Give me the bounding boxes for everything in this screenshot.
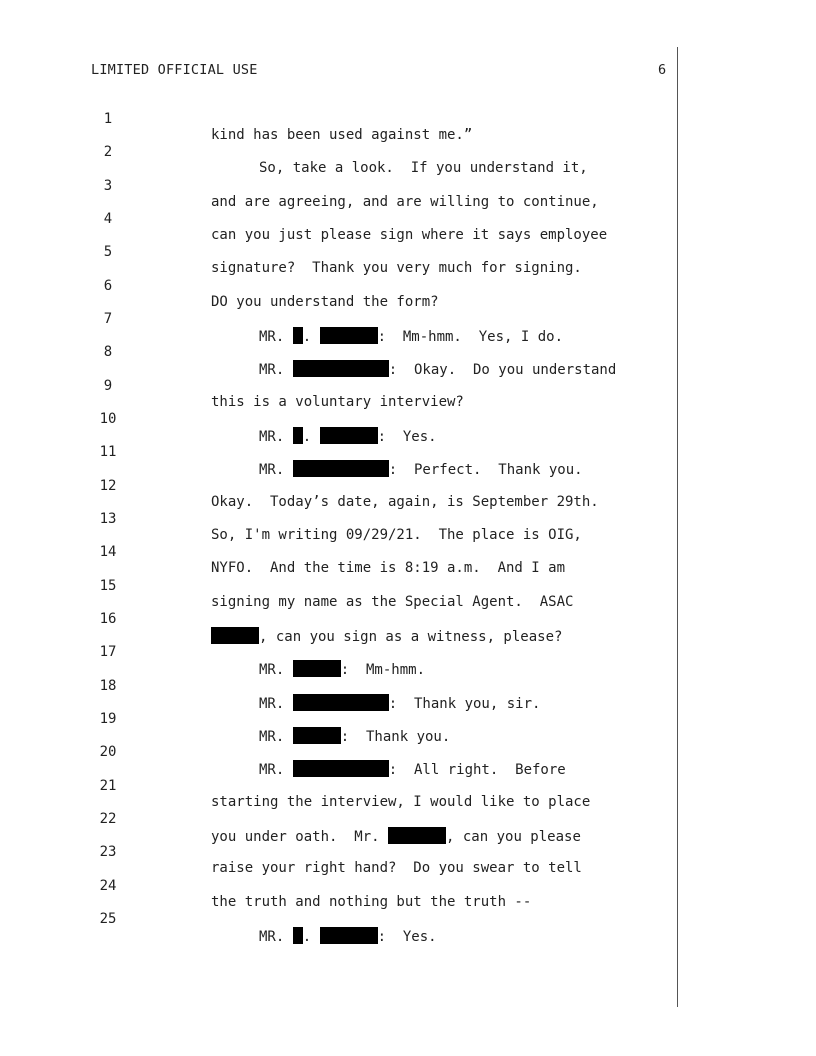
right-margin-rule — [677, 47, 678, 1007]
line-text: kind has been used against me.” — [211, 127, 473, 143]
transcript-line — [0, 895, 677, 945]
transcript-line — [0, 262, 677, 310]
speaker-prefix: MR. — [259, 762, 293, 778]
transcript-line — [0, 162, 677, 210]
line-number: 20 — [99, 744, 117, 760]
line-number: 13 — [99, 511, 117, 527]
speech-text: : Thank you. — [340, 729, 451, 745]
line-number: 12 — [99, 478, 117, 494]
transcript-line — [0, 728, 677, 778]
line-number: 14 — [99, 544, 117, 560]
speaker-prefix: MR. — [259, 362, 293, 378]
line-text: can you just please sign where it says employee — [211, 227, 608, 243]
speech-text: : Yes. — [377, 429, 437, 445]
redaction-box — [320, 927, 378, 944]
page-number: 6 — [658, 62, 667, 78]
line-text: this is a voluntary interview? — [211, 394, 464, 410]
speech-text: : All right. Before — [388, 762, 566, 778]
line-number: 24 — [99, 878, 117, 894]
line-number: 4 — [103, 211, 113, 227]
transcript-line — [0, 762, 677, 810]
transcript-line — [0, 862, 677, 910]
transcript-line — [0, 95, 677, 143]
transcript-line — [0, 328, 677, 378]
transcript-line — [0, 428, 677, 478]
transcript-line — [0, 628, 677, 678]
line-text: signing my name as the Special Agent. ASAC — [211, 594, 574, 610]
line-number: 2 — [103, 144, 113, 160]
line-text: the truth and nothing but the truth -- — [211, 894, 532, 910]
speaker-initial-dot: . — [302, 929, 320, 945]
transcript-line — [0, 195, 677, 243]
transcript-line — [0, 562, 677, 610]
line-number: 21 — [99, 778, 117, 794]
redaction-box — [293, 927, 303, 944]
line-text: and are agreeing, and are willing to continue, — [211, 194, 599, 210]
speaker-prefix: MR. — [259, 662, 293, 678]
line-text: NYFO. And the time is 8:19 a.m. And I am — [211, 560, 566, 576]
speech-text: : Yes. — [377, 929, 437, 945]
line-text: So, take a look. If you understand it, — [259, 160, 588, 176]
line-number: 18 — [99, 678, 117, 694]
transcript-line — [0, 828, 677, 876]
speaker-initial-dot: . — [302, 329, 320, 345]
transcript-line — [0, 795, 677, 845]
transcript-line — [0, 228, 677, 276]
line-number: 23 — [99, 844, 117, 860]
speaker-prefix: MR. — [259, 929, 293, 945]
transcript-line — [0, 595, 677, 645]
line-text: starting the interview, I would like to place — [211, 794, 591, 810]
line-text: signature? Thank you very much for signing. — [211, 260, 582, 276]
line-text: Okay. Today’s date, again, is September 29th. — [211, 494, 599, 510]
transcript-line — [0, 528, 677, 576]
line-number: 17 — [99, 644, 117, 660]
transcript-line — [0, 462, 677, 510]
speech-text: you under oath. Mr. — [211, 829, 389, 845]
transcript-line — [0, 662, 677, 712]
transcript-line — [0, 695, 677, 745]
transcript-line — [0, 395, 677, 445]
transcript-line — [0, 362, 677, 410]
line-number: 5 — [103, 244, 113, 260]
line-number: 11 — [99, 444, 117, 460]
classification-header: LIMITED OFFICIAL USE — [91, 62, 258, 78]
line-number: 9 — [103, 378, 113, 394]
speech-text: : Thank you, sir. — [388, 696, 541, 712]
speaker-prefix: MR. — [259, 329, 293, 345]
transcript-line — [0, 128, 677, 176]
line-number: 7 — [103, 311, 113, 327]
line-number: 10 — [99, 411, 117, 427]
speaker-initial-dot: . — [302, 429, 320, 445]
speaker-prefix: MR. — [259, 729, 293, 745]
line-number: 1 — [103, 111, 113, 127]
speaker-prefix: MR. — [259, 429, 293, 445]
line-number: 22 — [99, 811, 117, 827]
speech-text: , can you sign as a witness, please? — [259, 629, 563, 645]
line-number: 15 — [99, 578, 117, 594]
line-text: raise your right hand? Do you swear to tell — [211, 860, 582, 876]
speaker-prefix: MR. — [259, 462, 293, 478]
line-number: 3 — [103, 178, 113, 194]
speech-text: , can you please — [446, 829, 581, 845]
transcript-line — [0, 495, 677, 543]
speech-text: : Perfect. Thank you. — [388, 462, 583, 478]
speaker-prefix: MR. — [259, 696, 293, 712]
line-number: 25 — [99, 911, 117, 927]
line-text — [259, 927, 437, 945]
line-text: So, I'm writing 09/29/21. The place is OIG, — [211, 527, 582, 543]
transcript-line — [0, 295, 677, 345]
line-number: 6 — [103, 278, 113, 294]
speech-text: : Mm-hmm. Yes, I do. — [377, 329, 564, 345]
line-number: 19 — [99, 711, 117, 727]
line-number: 16 — [99, 611, 117, 627]
line-text: DO you understand the form? — [211, 294, 439, 310]
line-number: 8 — [103, 344, 113, 360]
speech-text: : Okay. Do you understand — [388, 362, 617, 378]
speech-text: : Mm-hmm. — [340, 662, 426, 678]
